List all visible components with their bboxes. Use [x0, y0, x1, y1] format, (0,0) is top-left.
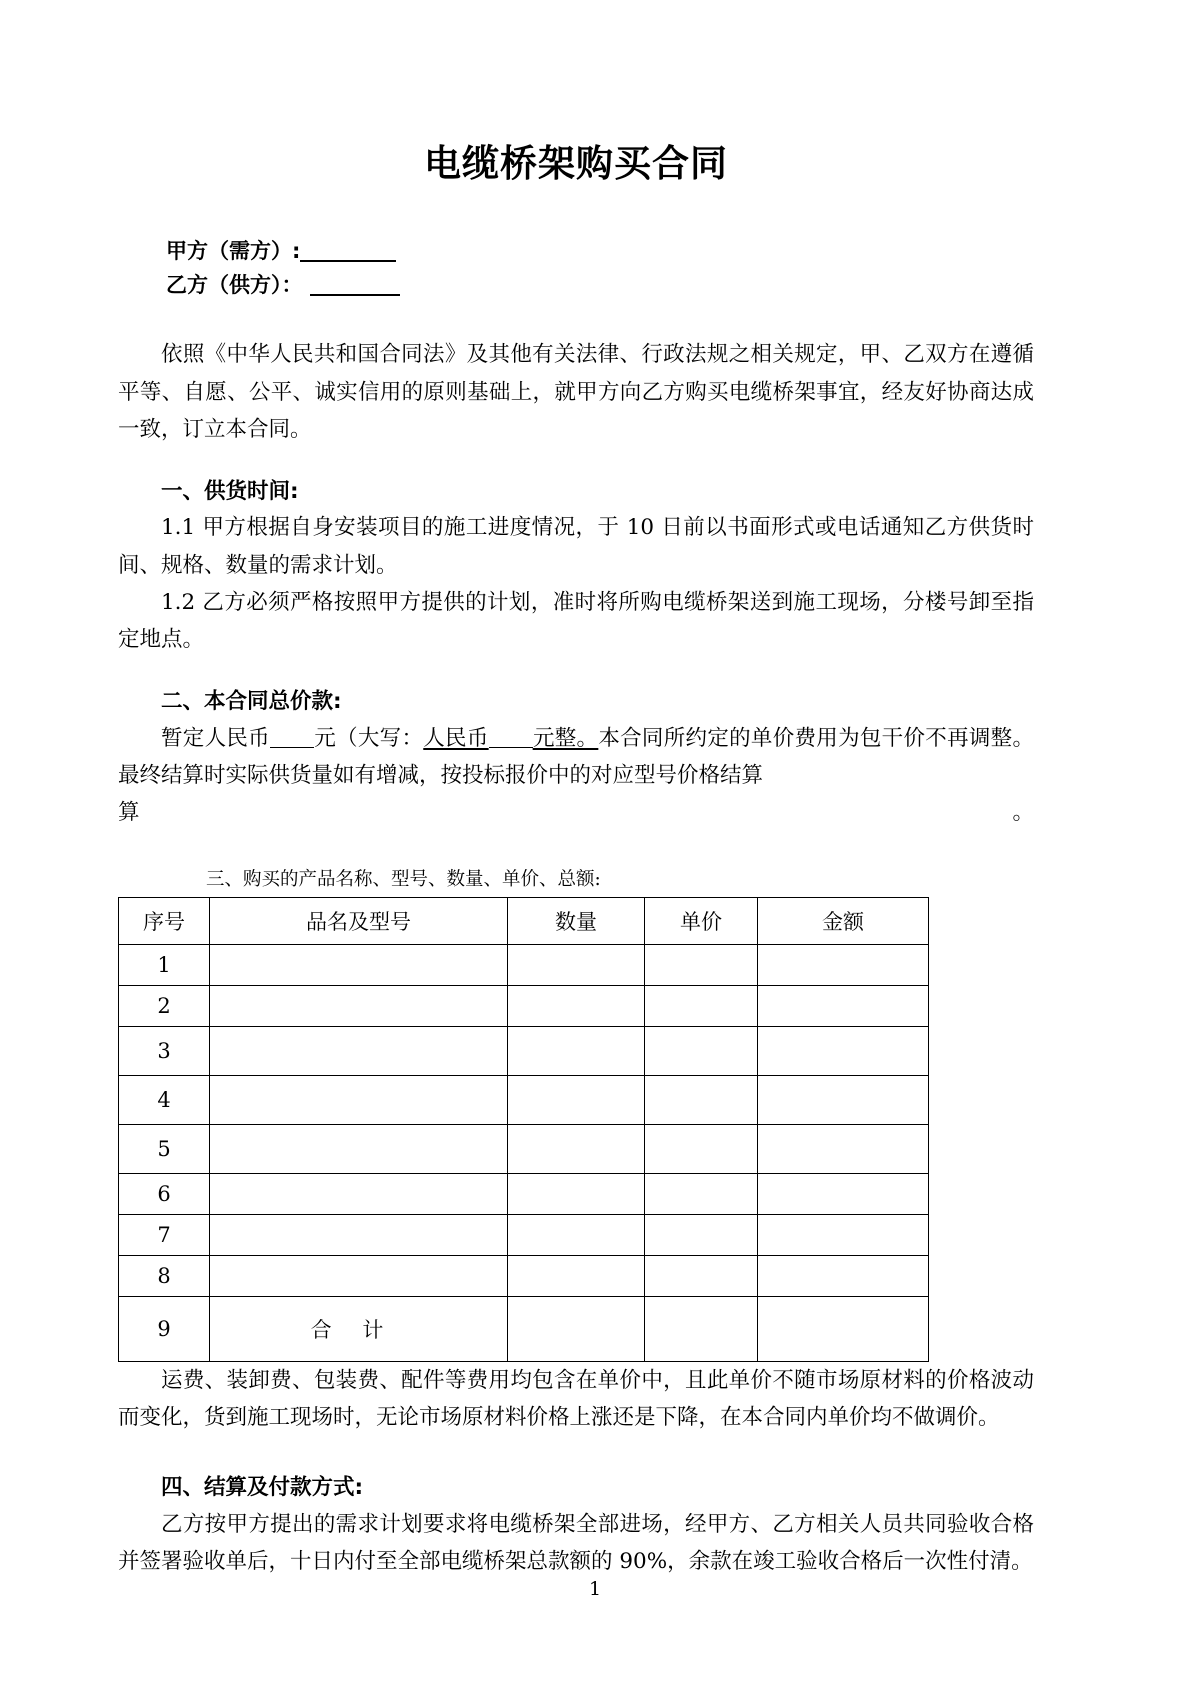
section-heading-one: 一、供货时间: [161, 478, 299, 504]
cell-qty[interactable] [508, 944, 645, 985]
cell-name[interactable] [210, 1124, 508, 1173]
seller-blank[interactable] [310, 272, 400, 296]
cell-no: 8 [119, 1255, 210, 1296]
buyer-line [166, 234, 1034, 268]
cell-price[interactable] [645, 1124, 758, 1173]
table-row [119, 985, 929, 1026]
spacer [118, 1436, 1034, 1470]
cell-price[interactable] [645, 1026, 758, 1075]
cell-amount[interactable] [758, 1075, 929, 1124]
table-row [119, 1255, 929, 1296]
column-header-amount: 金额 [758, 897, 929, 944]
table-row [119, 944, 929, 985]
price-blank-1[interactable] [270, 725, 314, 748]
cell-amount[interactable] [758, 985, 929, 1026]
cell-price[interactable] [645, 985, 758, 1026]
cell-amount[interactable] [758, 944, 929, 985]
section-one-item-1-2: 1.2 乙方必须严格按照甲方提供的计划，准时将所购电缆桥架送到施工现场，分楼号卸至指定地点。 [118, 589, 1034, 653]
buyer-blank[interactable] [300, 238, 396, 262]
cell-qty[interactable] [508, 1075, 645, 1124]
intro-block [118, 336, 1034, 448]
table-total-row [119, 1296, 929, 1361]
cell-amount[interactable] [758, 1173, 929, 1214]
cell-no: 3 [119, 1026, 210, 1075]
cell-no: 7 [119, 1214, 210, 1255]
cell-qty[interactable] [508, 1255, 645, 1296]
cell-name[interactable] [210, 944, 508, 985]
cell-total-amount[interactable] [758, 1296, 929, 1361]
table-row [119, 1124, 929, 1173]
cell-amount[interactable] [758, 1026, 929, 1075]
cell-qty[interactable] [508, 1173, 645, 1214]
seller-label: 乙方（供方）： [166, 273, 310, 298]
section-heading-two: 二、本合同总价款: [161, 689, 342, 715]
cell-amount[interactable] [758, 1124, 929, 1173]
cell-qty[interactable] [508, 1026, 645, 1075]
cell-no: 2 [119, 985, 210, 1026]
cell-price[interactable] [645, 1075, 758, 1124]
cell-price[interactable] [645, 944, 758, 985]
cell-total-qty[interactable] [508, 1296, 645, 1361]
price-text-a: 暂定人民币 [161, 725, 270, 751]
cell-price[interactable] [645, 1255, 758, 1296]
goods-table [118, 897, 929, 1362]
spacer [118, 658, 1034, 684]
table-row [119, 1214, 929, 1255]
cell-name[interactable] [210, 1255, 508, 1296]
section-two-paragraph [118, 720, 1034, 794]
cell-total-label: 合 计 [210, 1296, 508, 1361]
column-header-qty: 数量 [508, 897, 645, 944]
section-two-tail-left: 算 [118, 800, 140, 826]
column-header-name: 品名及型号 [210, 897, 508, 944]
cell-qty[interactable] [508, 1214, 645, 1255]
cell-no: 4 [119, 1075, 210, 1124]
column-header-no: 序号 [119, 897, 210, 944]
cell-no: 1 [119, 944, 210, 985]
section-two-tail [118, 794, 1034, 831]
cell-no: 5 [119, 1124, 210, 1173]
buyer-label: 甲方（需方）: [166, 239, 301, 264]
cell-price[interactable] [645, 1214, 758, 1255]
section-heading-four: 四、结算及付款方式: [161, 1475, 364, 1501]
price-underlined-c: 人民币 [423, 725, 489, 751]
table-row [119, 1026, 929, 1075]
intro-paragraph: 依照《中华人民共和国合同法》及其他有关法律、行政法规之相关规定，甲、乙双方在遵循平等、自愿、公平、诚实信用的原则基础上，就甲方向乙方购买电缆桥架事宜，经友好协商达成一致，订立本合同。 [118, 342, 1034, 442]
cell-name[interactable] [210, 1214, 508, 1255]
cell-name[interactable] [210, 1075, 508, 1124]
cell-price[interactable] [645, 1173, 758, 1214]
section-two-tail-right: 。 [1012, 800, 1034, 826]
page-title: 电缆桥架购买合同 [424, 142, 728, 185]
price-text-e: 本合同所约定的单价费用为包干价不再调整。最终结算时实际供货量如有增减，按投标报价中的对应型号价格结算 [118, 725, 1034, 788]
section-one-item-1-1: 1.1 甲方根据自身安装项目的施工进度情况，于 10 日前以书面形式或电话通知乙方供货时间、规格、数量的需求计划。 [118, 515, 1034, 578]
cell-total-price[interactable] [645, 1296, 758, 1361]
cell-no: 6 [119, 1173, 210, 1214]
spacer [118, 448, 1034, 474]
section-three-note: 运费、装卸费、包装费、配件等费用均包含在单价中，且此单价不随市场原材料的价格波动而变化，货到施工现场时，无论市场原材料价格上涨还是下降，在本合同内单价均不做调价。 [118, 1367, 1034, 1431]
table-header-row [119, 897, 929, 944]
party-block [118, 234, 1034, 302]
spacer [118, 831, 1034, 865]
price-blank-2[interactable] [489, 725, 533, 748]
cell-amount[interactable] [758, 1214, 929, 1255]
table-row [119, 1173, 929, 1214]
footer-page-number: 1 [588, 1578, 602, 1600]
section-four-paragraph: 乙方按甲方提出的需求计划要求将电缆桥架全部进场，经甲方、乙方相关人员共同验收合格并签署验收单后，十日内付至全部电缆桥架总款额的 90%，余款在竣工验收合格后一次性付清。 [118, 1511, 1034, 1574]
document-content [118, 0, 1034, 1580]
cell-qty[interactable] [508, 1124, 645, 1173]
table-row [119, 1075, 929, 1124]
cell-qty[interactable] [508, 985, 645, 1026]
section-heading-three: 三、购买的产品名称、型号、数量、单价、总额: [206, 869, 601, 891]
column-header-price: 单价 [645, 897, 758, 944]
cell-name[interactable] [210, 1026, 508, 1075]
cell-amount[interactable] [758, 1255, 929, 1296]
cell-name[interactable] [210, 1173, 508, 1214]
price-text-b: 元（大写： [313, 725, 424, 751]
cell-name[interactable] [210, 985, 508, 1026]
cell-no: 9 [119, 1296, 210, 1361]
seller-line [166, 268, 1034, 302]
price-underlined-d: 元整。 [532, 725, 599, 751]
